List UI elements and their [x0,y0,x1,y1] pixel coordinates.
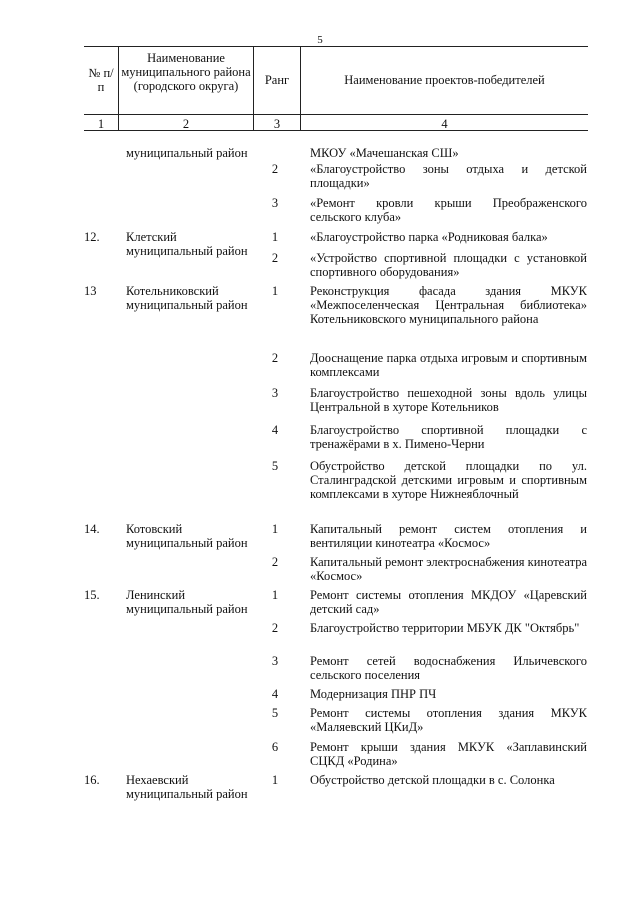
project-name: Обустройство детской площадки по ул. Сталинградской детскими игровым и спортивным комплексами в хуторе Нижнеяблочный [310,459,587,502]
district-name: муниципальный район [126,146,248,160]
project-rank: 2 [271,162,279,176]
project-name: Реконструкция фасада здания МКУК «Межпоселенческая Центральная библиотека» Котельниковского муниципального района [310,284,587,327]
project-name: Капитальный ремонт электроснабжения кинотеатра «Космос» [310,555,587,584]
row-number: 16. [84,773,100,787]
header-rank: Ранг [264,73,290,87]
project-name: Капитальный ремонт систем отопления и вентиляции кинотеатра «Космос» [310,522,587,551]
header-number: № п/п [88,66,114,94]
page-number: 5 [317,34,323,46]
project-rank: 5 [271,706,279,720]
project-name: «Устройство спортивной площадки с установкой спортивного оборудования» [310,251,587,280]
project-rank: 2 [271,621,279,635]
project-rank: 2 [271,555,279,569]
project-name: «Ремонт кровли крыши Преображенского сельского клуба» [310,196,587,225]
project-name: Обустройство детской площадки в с. Солонка [310,773,555,787]
project-rank: 4 [271,687,279,701]
project-name: Благоустройство пешеходной зоны вдоль улицы Центральной в хуторе Котельников [310,386,587,415]
column-number-2: 2 [182,117,190,131]
project-name: Модернизация ПНР ПЧ [310,687,437,701]
column-number-1: 1 [97,117,105,131]
column-divider-1 [118,46,119,131]
header-projects: Наименование проектов-победителей [344,73,545,87]
project-rank: 2 [271,351,279,365]
project-name: Дооснащение парка отдыха игровым и спортивным комплексами [310,351,587,380]
row-number: 12. [84,230,100,244]
project-name: Ремонт сетей водоснабжения Ильичевского сельского поселения [310,654,587,683]
project-rank: 2 [271,251,279,265]
row-number: 14. [84,522,100,536]
project-rank: 1 [271,588,279,602]
column-number-4: 4 [441,117,448,131]
district-name: Клетский муниципальный район [126,230,248,259]
district-name: Котельниковский муниципальный район [126,284,248,313]
header-bottom-rule [84,114,588,115]
project-rank: 1 [271,284,279,298]
project-name: Благоустройство территории МБУК ДК "Октябрь" [310,621,580,635]
project-rank: 1 [271,522,279,536]
row-number: 13 [84,284,97,298]
table-top-rule [84,46,588,47]
column-divider-3 [300,46,301,131]
project-rank: 5 [271,459,279,473]
district-name: Ленинский муниципальный район [126,588,248,617]
project-rank: 1 [271,773,279,787]
project-name: МКОУ «Мачешанская СШ» [310,146,459,160]
project-rank: 1 [271,230,279,244]
project-rank: 4 [271,423,279,437]
project-rank: 6 [271,740,279,754]
district-name: Нехаевский муниципальный район [126,773,248,802]
project-name: «Благоустройство парка «Родниковая балка» [310,230,548,244]
district-name: Котовский муниципальный район [126,522,248,551]
column-number-3: 3 [273,117,281,131]
project-name: Ремонт системы отопления МКДОУ «Царевский детский сад» [310,588,587,617]
column-divider-2 [253,46,254,131]
project-name: Ремонт крыши здания МКУК «Заплавинский СЦКД «Родина» [310,740,587,769]
project-name: «Благоустройство зоны отдыха и детской площадки» [310,162,587,191]
project-rank: 3 [271,654,279,668]
row-number: 15. [84,588,100,602]
project-name: Ремонт системы отопления здания МКУК «Маляевский ЦКиД» [310,706,587,735]
header-district: Наименование муниципального района (городского округа) [121,51,251,93]
project-rank: 3 [271,196,279,210]
project-rank: 3 [271,386,279,400]
project-name: Благоустройство спортивной площадки с тренажёрами в х. Пимено-Черни [310,423,587,452]
